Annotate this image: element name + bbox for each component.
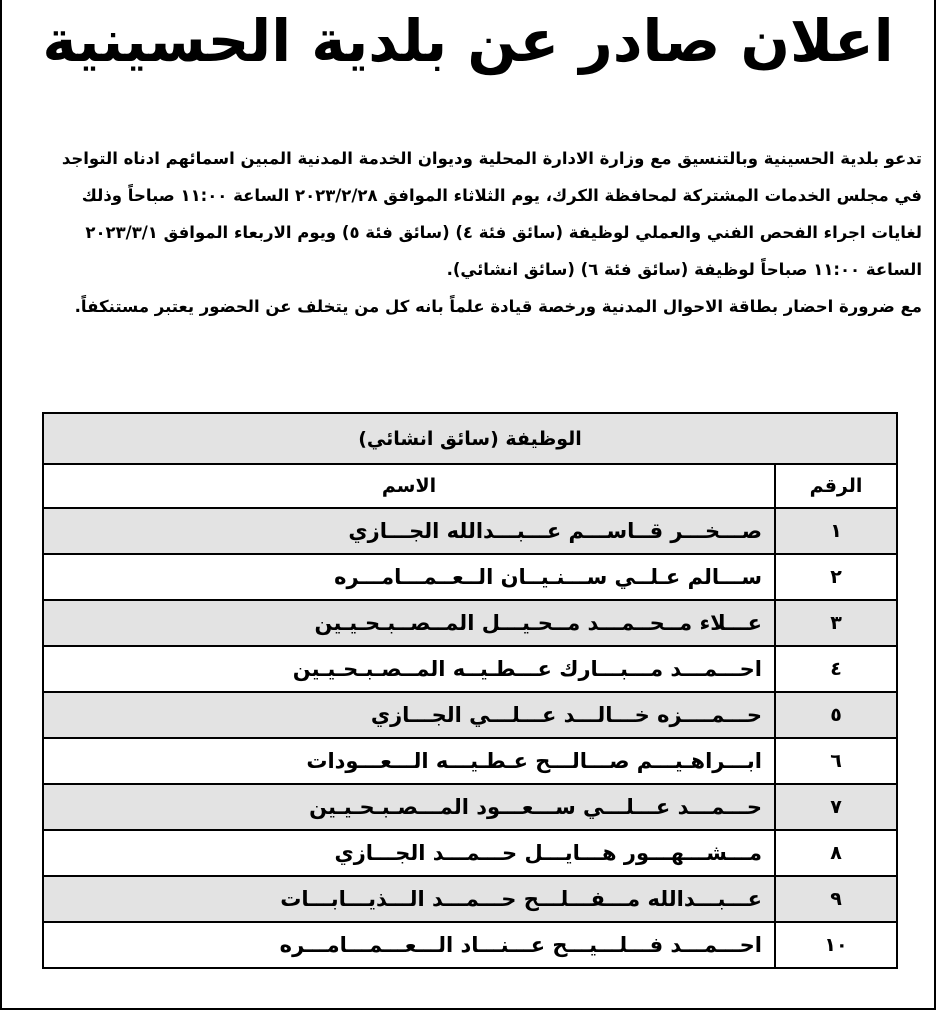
- table-row: [43, 830, 897, 876]
- table-row: [43, 692, 897, 738]
- row-name: احـــمـــد مـــبـــارك عـــطـيــه المــصـبـحـيـين: [43, 646, 775, 692]
- row-number: ١: [775, 508, 897, 554]
- name-column-header: الاسم: [43, 464, 775, 508]
- job-title-header: الوظيفة (سائق انشائي): [43, 413, 897, 464]
- row-number: ٦: [775, 738, 897, 784]
- row-number: ١٠: [775, 922, 897, 968]
- table-row: [43, 600, 897, 646]
- row-number: ٥: [775, 692, 897, 738]
- row-number: ٤: [775, 646, 897, 692]
- table-row: [43, 646, 897, 692]
- row-name: عـــبـــدالله مـــفـــلـــح حـــمـــد الـــذيـــابـــات: [43, 876, 775, 922]
- row-number: ٧: [775, 784, 897, 830]
- announcement-line: تدعو بلدية الحسينية وبالتنسيق مع وزارة الادارة المحلية وديوان الخدمة المدنية المبين اسمائهم ادناه التواجد: [61, 149, 922, 168]
- row-number: ٨: [775, 830, 897, 876]
- number-column-header: الرقم: [775, 464, 897, 508]
- candidates-table: [42, 412, 898, 969]
- page-title: اعلان صادر عن بلدية الحسينية: [42, 7, 894, 75]
- announcement-line: لغايات اجراء الفحص الفني والعملي لوظيفة (سائق فئة ٤) (سائق فئة ٥) ويوم الاربعاء الموافق ٢٠٢٣/٣/١: [85, 223, 922, 242]
- row-name: حـــمـــد عـــلـــي ســـعـــود المـــصـبـحـيـين: [43, 784, 775, 830]
- row-name: احـــمـــد فـــلـــيـــح عـــنـــاد الـــعـــمـــامـــره: [43, 922, 775, 968]
- row-name: ابـــراهـيـــم صـــالـــح عـطـيـــه الـــعـــودات: [43, 738, 775, 784]
- announcement-line: الساعة ١١:٠٠ صباحاً لوظيفة (سائق فئة ٦) (سائق انشائي).: [446, 260, 922, 279]
- table-row: [43, 922, 897, 968]
- row-number: ٢: [775, 554, 897, 600]
- row-name: عـــلاء مــحــمـــد مــحـيـــل المــصــبـحـيـين: [43, 600, 775, 646]
- row-number: ٣: [775, 600, 897, 646]
- table-row: [43, 876, 897, 922]
- table-row: [43, 554, 897, 600]
- row-name: مـــشـــهـــور هـــايـــل حـــمـــد الجـــازي: [43, 830, 775, 876]
- table-row: [43, 738, 897, 784]
- table-row: [43, 508, 897, 554]
- announcement-line: في مجلس الخدمات المشتركة لمحافظة الكرك، يوم الثلاثاء الموافق ٢٠٢٣/٢/٢٨ الساعة ١١:٠٠ صباحاً وذلك: [81, 186, 922, 205]
- row-name: صـــخـــر قــاســـم عـــبـــدالله الجـــازي: [43, 508, 775, 554]
- announcement-notice: مع ضرورة احضار بطاقة الاحوال المدنية ورخصة قيادة علماً بانه كل من يتخلف عن الحضور يعتبر مستنكفاً.: [74, 297, 922, 316]
- table-row: [43, 784, 897, 830]
- row-name: ســـالم عـلــي ســـنـيــان الــعــمـــامـــره: [43, 554, 775, 600]
- announcement-body: [2, 140, 934, 325]
- row-number: ٩: [775, 876, 897, 922]
- row-name: حـــمــــزه خـــالـــد عـــلـــي الجـــازي: [43, 692, 775, 738]
